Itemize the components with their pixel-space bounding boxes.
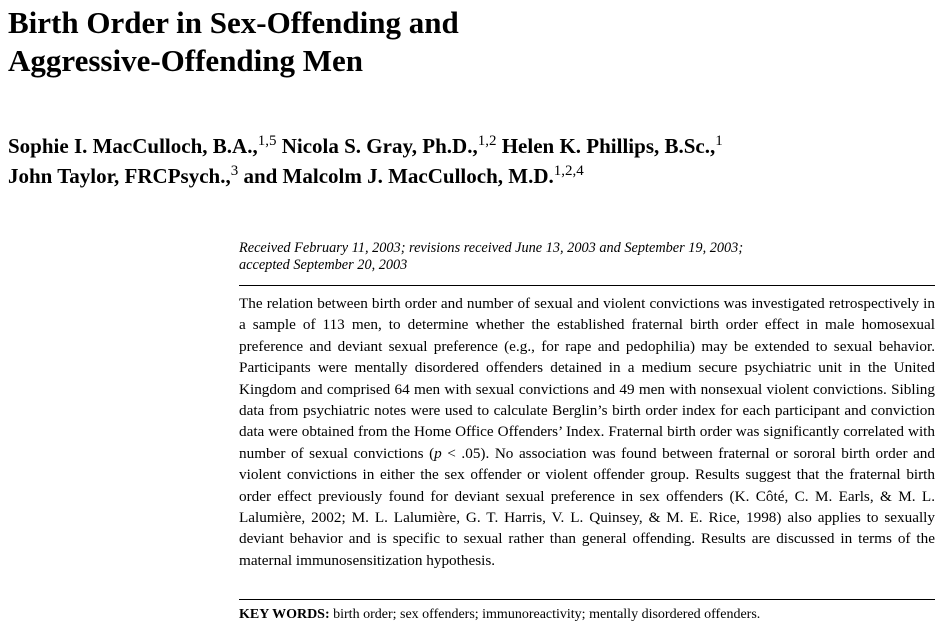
author-affiliation: 1,2,4	[553, 163, 584, 179]
abstract-part-1: The relation between birth order and number of sexual and violent convictions was investigated retrospectively in a sample of 113 men, to determine whether the established fraternal birth order effect in male homosexual preference and deviant sexual preference (e.g., for rape and pedophilia) may be extended to sexual behavior. Participants were mentally disordered offenders detained in a medium secure psychiatric unit in the United Kingdom and comprised 64 men with sexual convictions and 49 men with nonsexual violent convictions. Sibling data from psychiatric notes were used to calculate Berglin’s birth order index for each participant and conviction data were obtained from the Home Office Offenders’ Index. Fraternal birth order was significantly correlated with number of sexual convictions (	[239, 295, 935, 462]
keywords-text: birth order; sex offenders; immunoreactivity; mentally disordered offenders.	[329, 607, 761, 622]
abstract-top-rule	[239, 285, 935, 286]
author-name: Nicola S. Gray, Ph.D.,	[281, 134, 478, 158]
author-name: and Malcolm J. MacCulloch, M.D.	[243, 164, 554, 188]
abstract-bottom-rule	[239, 599, 935, 600]
abstract-text	[239, 293, 935, 571]
abstract-part-2: < .05). No association was found between fraternal or sororal birth order and violent convictions in either the sex offender or violent offender group. Results suggest that the fraternal birth order effect previously found for deviant sexual preference in sex offenders (K. Côté, C. M. Earls, & M. L. Lalumière, 2002; M. L. Lalumière, G. T. Harris, V. L. Quinsey, & M. E. Rice, 1998) also applies to sexually deviant behavior and is specific to sexual rather than general offending. Results are discussed in terms of the maternal immunosensitization hypothesis.	[239, 444, 935, 569]
title-line-1: Birth Order in Sex-Offending and	[8, 5, 459, 40]
abstract-p-symbol: p	[434, 444, 442, 462]
author-affiliation: 3	[230, 163, 239, 179]
author-affiliation: 1,5	[257, 133, 277, 149]
author-affiliation: 1	[715, 133, 723, 149]
author-name: Helen K. Phillips, B.Sc.,	[501, 134, 716, 158]
author-name: John Taylor, FRCPsych.,	[8, 164, 231, 188]
received-line-1: Received February 11, 2003; revisions received June 13, 2003 and September 19, 2003;	[239, 240, 744, 256]
author-name: Sophie I. MacCulloch, B.A.,	[8, 134, 258, 158]
keywords-label: KEY WORDS:	[239, 607, 330, 622]
title-line-2: Aggressive-Offending Men	[8, 43, 364, 78]
author-list	[8, 131, 938, 191]
received-dates	[239, 240, 939, 274]
keywords	[239, 606, 939, 624]
received-line-2: accepted September 20, 2003	[239, 257, 408, 273]
author-affiliation: 1,2	[477, 133, 497, 149]
article-title	[8, 4, 648, 80]
